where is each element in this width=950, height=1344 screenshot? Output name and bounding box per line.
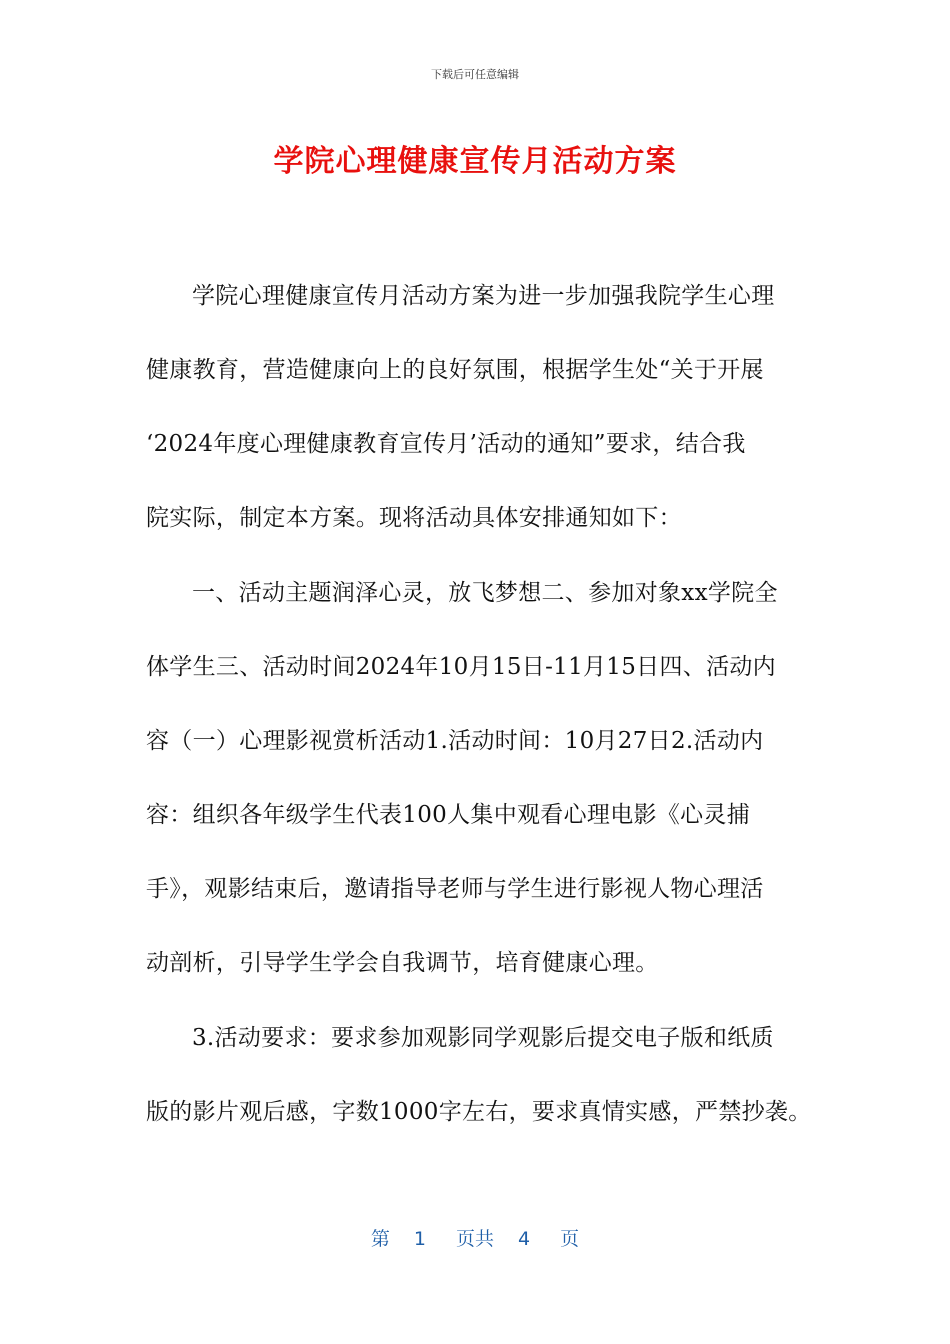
paragraph-2-line-1: 一、活动主题润泽心灵，放飞梦想二、参加对象xx学院全 bbox=[192, 580, 778, 606]
header-note: 下载后可任意编辑 bbox=[431, 68, 519, 81]
paragraph-2-line-3: 容（一）心理影视赏析活动1.活动时间：10月27日2.活动内 bbox=[146, 728, 764, 754]
paragraph-1-line-4: 院实际，制定本方案。现将活动具体安排通知如下： bbox=[146, 505, 682, 531]
paragraph-1-line-3: ‘2024年度心理健康教育宣传月’活动的通知”要求，结合我 bbox=[146, 431, 746, 457]
paragraph-2-line-6: 动剖析，引导学生学会自我调节，培育健康心理。 bbox=[146, 950, 659, 976]
paragraph-3-line-2: 版的影片观后感，字数1000字左右，要求真情实感，严禁抄袭。 bbox=[146, 1099, 812, 1125]
paragraph-3-line-1: 3.活动要求：要求参加观影同学观影后提交电子版和纸质 bbox=[192, 1025, 774, 1051]
footer-total-pages: 4 bbox=[518, 1228, 531, 1250]
document-title: 学院心理健康宣传月活动方案 bbox=[273, 144, 677, 179]
paragraph-1-line-1: 学院心理健康宣传月活动方案为进一步加强我院学生心理 bbox=[192, 283, 775, 309]
paragraph-2-line-2: 体学生三、活动时间2024年10月15日-11月15日四、活动内 bbox=[146, 654, 776, 680]
footer-prefix: 第 bbox=[370, 1228, 390, 1250]
page-footer bbox=[0, 1226, 950, 1252]
footer-suffix: 页 bbox=[560, 1228, 580, 1250]
paragraph-1-line-2: 健康教育，营造健康向上的良好氛围，根据学生处“关于开展 bbox=[146, 357, 764, 383]
paragraph-2-line-4: 容：组织各年级学生代表100人集中观看心理电影《心灵捕 bbox=[146, 802, 750, 828]
footer-current-page: 1 bbox=[413, 1228, 426, 1250]
footer-middle: 页共 bbox=[455, 1228, 494, 1250]
paragraph-2-line-5: 手》，观影结束后，邀请指导老师与学生进行影视人物心理活 bbox=[146, 876, 764, 902]
